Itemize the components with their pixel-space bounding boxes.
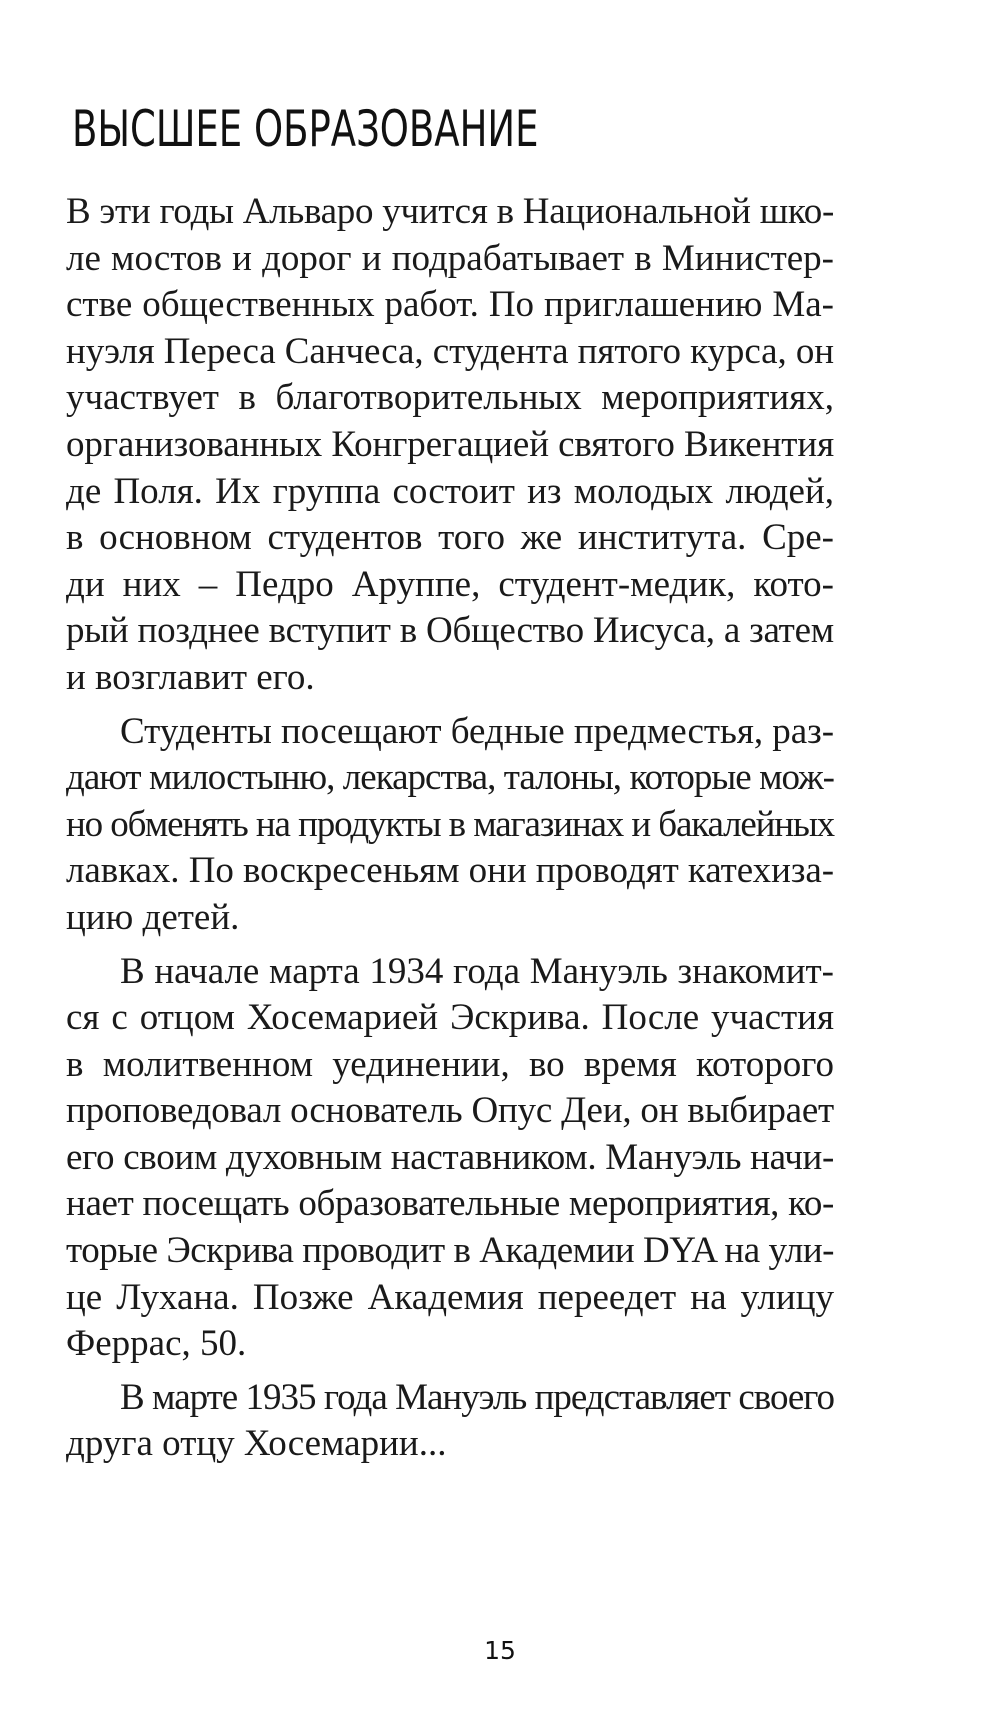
text-line: В начале марта 1934 года Мануэль знакомит- xyxy=(120,950,834,992)
text-line: рый позднее вступит в Общество Иисуса, а затем xyxy=(66,610,834,652)
text-line: де Поля. Их группа состоит из молодых людей, xyxy=(66,470,834,512)
body-text xyxy=(66,189,834,1468)
text-line: це Лухана. Позже Академия переедет на улицу xyxy=(66,1276,834,1318)
text-line: проповедовал основатель Опус Деи, он выбирает xyxy=(66,1090,834,1132)
text-line: ди них – Педро Аруппе, студент-медик, кото- xyxy=(66,563,834,605)
text-line: организованных Конгрегацией святого Викентия xyxy=(66,423,834,465)
text-line: нает посещать образовательные мероприятия, ко- xyxy=(66,1183,834,1225)
text-line: стве общественных работ. По приглашению Ма- xyxy=(66,284,834,326)
paragraph-2 xyxy=(66,709,834,942)
text-line: торые Эскрива проводит в Академии DYA на ули- xyxy=(66,1230,834,1272)
text-line: нуэля Переса Санчеса, студента пятого курса, он xyxy=(66,330,834,372)
text-line: его своим духовным наставником. Мануэль начи- xyxy=(66,1136,834,1178)
text-line: в основном студентов того же института. Сре- xyxy=(66,517,834,559)
text-line: в молитвенном уединении, во время которого xyxy=(66,1043,834,1085)
text-line: ле мостов и дорог и подрабатывает в Министер- xyxy=(66,237,834,279)
text-line: дают милостыню, лекарства, талоны, которые мож- xyxy=(66,757,834,799)
text-line: друга отцу Хосемарии... xyxy=(66,1423,447,1465)
text-line: и возглавит его. xyxy=(66,656,315,698)
text-line: но обменять на продукты в магазинах и бакалейных xyxy=(66,803,834,845)
page-number: 15 xyxy=(484,1636,516,1665)
text-line: Феррас, 50. xyxy=(66,1323,247,1365)
text-line: лавках. По воскресеньям они проводят катехиза- xyxy=(66,850,834,892)
section-heading: ВЫСШЕЕ ОБРАЗОВАНИЕ xyxy=(72,100,539,158)
text-line: ся с отцом Хосемарией Эскрива. После участия xyxy=(66,997,834,1039)
text-line: В марте 1935 года Мануэль представляет своего xyxy=(120,1376,834,1418)
paragraph-3 xyxy=(66,949,834,1368)
text-line: цию детей. xyxy=(66,896,240,938)
text-line: участвует в благотворительных мероприятиях, xyxy=(66,377,834,419)
text-line: Студенты посещают бедные предместья, раз- xyxy=(120,710,834,752)
paragraph-4 xyxy=(66,1375,834,1468)
paragraph-1 xyxy=(66,189,834,702)
text-line: В эти годы Альваро учится в Национальной шко- xyxy=(66,191,834,232)
